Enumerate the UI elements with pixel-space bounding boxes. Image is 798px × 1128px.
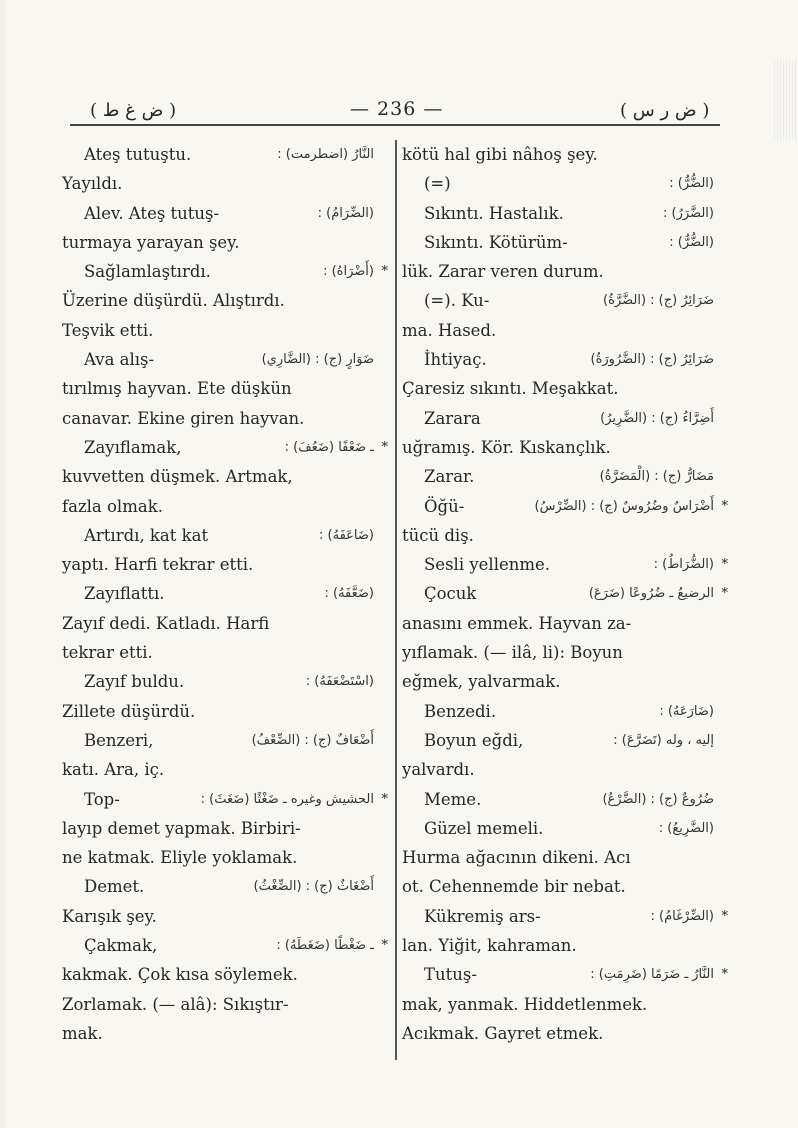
entry-text: Meme. xyxy=(424,789,482,809)
arabic-headword: (الْمَضَرَّةُ) : (ج) مَضَارُّ xyxy=(599,469,714,485)
entry-text: Ava alış- xyxy=(84,350,155,370)
arabic-headword: (الضَّرْعُ) : (ج) ضُرُوعٌ xyxy=(602,791,714,807)
entry-line xyxy=(62,872,374,901)
entry-line xyxy=(402,726,714,755)
entry-text: Çakmak, xyxy=(84,936,158,956)
entry-line xyxy=(62,404,374,433)
entry-line xyxy=(402,140,714,169)
arabic-headword: : (الضِّرْغَامُ) xyxy=(650,908,714,924)
arabic-headword: (ضَرَعَ) الرضيعُ ـ ضُرُوعًا xyxy=(588,586,714,602)
arabic-headword: : (ضَرِمَتِ) النَّارُ ـ ضَرَمًا xyxy=(590,967,714,983)
entry-line xyxy=(402,404,714,433)
entry-line xyxy=(62,814,374,843)
entry-text: Benzeri, xyxy=(84,730,154,750)
entry-line xyxy=(62,1019,374,1048)
root-marker: * xyxy=(721,908,728,924)
entry-line xyxy=(62,931,388,960)
arabic-headword: (الضَّارِي) : (ج) ضَوَارٍ xyxy=(261,352,374,368)
entry-line xyxy=(62,374,374,403)
entry-text: Benzedi. xyxy=(424,701,497,721)
entry-line xyxy=(402,843,714,872)
entry-line xyxy=(402,931,714,960)
header-right-root: ( ض ر س ) xyxy=(620,100,710,121)
entry-text: lük. Zarar veren durum. xyxy=(402,262,604,282)
entry-line xyxy=(62,257,388,286)
entry-line xyxy=(62,286,374,315)
entry-line xyxy=(402,697,714,726)
entry-text: canavar. Ekine giren hayvan. xyxy=(62,408,305,428)
entry-text: Kükremiş ars- xyxy=(424,906,541,926)
entry-line xyxy=(402,1019,714,1048)
entry-text: Zarara xyxy=(424,408,481,428)
page-number: — 236 — xyxy=(350,98,444,120)
entry-text: anasını emmek. Hayvan za- xyxy=(402,613,632,633)
entry-text: Alev. Ateş tutuş- xyxy=(84,203,220,223)
entry-text: mak, yanmak. Hiddetlenmek. xyxy=(402,994,648,1014)
entry-line xyxy=(62,667,374,696)
entry-line xyxy=(62,609,374,638)
entry-line xyxy=(402,169,714,198)
entry-text: Zayıflattı. xyxy=(84,584,165,604)
arabic-headword: : (الضُّرَاطُ) xyxy=(653,557,714,573)
entry-text: ot. Cehennemde bir nebat. xyxy=(402,877,626,897)
entry-text: Top- xyxy=(84,789,120,809)
entry-line xyxy=(62,433,388,462)
entry-line xyxy=(62,550,374,579)
arabic-headword: : (ضَغَثَ) الحشيش وغيره ـ ضَغْثًا xyxy=(200,791,374,807)
entry-line xyxy=(62,140,374,169)
entry-text: Çaresiz sıkıntı. Meşakkat. xyxy=(402,379,619,399)
entry-line xyxy=(402,872,714,901)
entry-line xyxy=(402,433,714,462)
entry-line xyxy=(62,579,374,608)
entry-line xyxy=(402,609,714,638)
entry-line xyxy=(402,579,728,608)
entry-line xyxy=(62,990,374,1019)
root-marker: * xyxy=(721,557,728,573)
entry-line xyxy=(62,726,374,755)
arabic-headword: : (ضَغَطَهُ) ـ ضَغْطًا xyxy=(276,938,374,954)
column-divider xyxy=(395,140,397,1060)
entry-text: katı. Ara, iç. xyxy=(62,760,165,780)
entry-text: turmaya yarayan şey. xyxy=(62,232,240,252)
arabic-headword: (الضِّعْفُ) : (ج) أَضْعَافٌ xyxy=(251,732,374,748)
arabic-headword: : (الضَّرَرُ) xyxy=(663,205,714,221)
entry-text: Zarar. xyxy=(424,467,475,487)
entry-text: layıp demet yapmak. Birbiri- xyxy=(62,818,301,838)
entry-text: uğramış. Kör. Kıskançlık. xyxy=(402,437,611,457)
entry-line xyxy=(402,374,714,403)
root-marker: * xyxy=(721,967,728,983)
entry-line xyxy=(402,960,728,989)
entry-text: Zayıflamak, xyxy=(84,437,182,457)
entry-text: tücü diş. xyxy=(402,525,474,545)
entry-text: tekrar etti. xyxy=(62,643,153,663)
entry-text: Tutuş- xyxy=(424,965,477,985)
entry-text: kötü hal gibi nâhoş şey. xyxy=(402,145,598,164)
root-marker: * xyxy=(721,498,728,514)
entry-line xyxy=(402,228,714,257)
entry-text: Karışık şey. xyxy=(62,906,157,926)
header-left-root: ( ض غ ط ) xyxy=(90,100,177,121)
entry-line xyxy=(402,902,728,931)
scan-artifact-right xyxy=(774,60,798,140)
entry-text: ne katmak. Eliyle yoklamak. xyxy=(62,848,298,868)
entry-text: Acıkmak. Gayret etmek. xyxy=(402,1023,604,1043)
arabic-headword: : (الضَّرِيعُ) xyxy=(658,820,714,836)
arabic-headword: : (أَضْرَاهُ) xyxy=(323,264,374,280)
scan-shadow-left xyxy=(0,0,6,1128)
entry-line xyxy=(62,960,374,989)
entry-line xyxy=(402,638,714,667)
entry-line xyxy=(402,990,714,1019)
entry-text: Sıkıntı. Kötürüm- xyxy=(424,232,568,252)
entry-text: yıflamak. (— ilâ, li): Boyun xyxy=(402,643,623,663)
entry-text: Zayıf dedi. Katladı. Harfi xyxy=(62,613,270,633)
entry-text: yaptı. Harfi tekrar etti. xyxy=(62,555,254,575)
entry-text: Demet. xyxy=(84,877,145,897)
left-column xyxy=(62,140,388,1048)
entry-text: yalvardı. xyxy=(402,760,475,780)
entry-text: Sıkıntı. Hastalık. xyxy=(424,203,564,223)
root-marker: * xyxy=(381,791,388,807)
arabic-headword: : (ضَاعَفَهُ) xyxy=(319,527,374,543)
entry-line xyxy=(402,462,714,491)
root-marker: * xyxy=(381,439,388,455)
entry-text: Boyun eğdi, xyxy=(424,730,524,750)
entry-text: Artırdı, kat kat xyxy=(84,525,209,545)
entry-line xyxy=(62,169,374,198)
entry-line xyxy=(402,257,714,286)
arabic-headword: : (اضطرمت) النَّارُ xyxy=(277,147,374,162)
entry-text: ma. Hased. xyxy=(402,320,497,340)
entry-line xyxy=(62,199,374,228)
entry-text: (=) xyxy=(424,174,451,194)
entry-text: Sesli yellenme. xyxy=(424,555,551,575)
entry-text: Zayıf buldu. xyxy=(84,672,185,692)
root-marker: * xyxy=(381,938,388,954)
entry-line xyxy=(62,492,374,521)
entry-text: Yayıldı. xyxy=(62,174,123,194)
entry-text: mak. xyxy=(62,1023,103,1043)
entry-line xyxy=(62,316,374,345)
header-rule xyxy=(70,124,720,126)
entry-line xyxy=(402,550,728,579)
entry-line xyxy=(62,902,374,931)
entry-line xyxy=(62,785,388,814)
entry-text: Sağlamlaştırdı. xyxy=(84,262,211,282)
entry-line xyxy=(402,199,714,228)
entry-text: Zorlamak. (— alâ): Sıkıştır- xyxy=(62,994,289,1014)
entry-text: tırılmış hayvan. Ete düşkün xyxy=(62,379,292,399)
entry-line xyxy=(62,345,374,374)
entry-line xyxy=(402,345,714,374)
arabic-headword: : (الضِّرَامُ) xyxy=(317,205,374,221)
entry-line xyxy=(402,667,714,696)
entry-line xyxy=(402,785,714,814)
arabic-headword: (الضِّغْثُ) : (ج) أَضْغَاثٌ xyxy=(253,879,374,895)
arabic-headword: : (تَضَرَّعَ) إليه ، وله xyxy=(613,732,714,748)
right-column xyxy=(402,140,728,1048)
arabic-headword: (الضَّرِيرُ) : (ج) أَضِرَّاءُ xyxy=(600,410,714,426)
entry-line xyxy=(402,316,714,345)
entry-text: Çocuk xyxy=(424,584,477,604)
entry-text: Öğü- xyxy=(424,496,465,516)
entry-line xyxy=(402,814,714,843)
entry-text: lan. Yiğit, kahraman. xyxy=(402,936,577,956)
arabic-headword: (الضِّرْسُ) : (ج) أَضْرَاسٌ وضُرُوسٌ xyxy=(534,498,714,514)
arabic-headword: : (ضَعَّفَهُ) xyxy=(324,586,374,602)
arabic-headword: : (ضَعُفَ) ـ ضَعْفًا xyxy=(284,439,374,455)
entry-line xyxy=(402,521,714,550)
entry-line xyxy=(62,755,374,784)
entry-text: Üzerine düşürdü. Alıştırdı. xyxy=(62,291,285,311)
entry-text: kakmak. Çok kısa söylemek. xyxy=(62,965,298,985)
entry-text: eğmek, yalvarmak. xyxy=(402,672,561,692)
arabic-headword: (الضَّرُورَةُ) : (ج) ضَرَائِرُ xyxy=(590,352,714,368)
entry-line xyxy=(402,755,714,784)
entry-line xyxy=(62,697,374,726)
entry-text: Hurma ağacının dikeni. Acı xyxy=(402,848,631,868)
entry-text: fazla olmak. xyxy=(62,496,163,516)
arabic-headword: : (ضَارَعَهُ) xyxy=(659,703,714,719)
entry-text: Teşvik etti. xyxy=(62,320,154,340)
entry-line xyxy=(62,228,374,257)
arabic-headword: : (اسْتَضْعَفَهُ) xyxy=(305,674,374,690)
arabic-headword: (الضَّرَّةُ) : (ج) ضَرَائِرُ xyxy=(603,293,714,309)
entry-line xyxy=(402,492,728,521)
entry-text: İhtiyaç. xyxy=(424,350,487,370)
root-marker: * xyxy=(721,586,728,602)
root-marker: * xyxy=(381,264,388,280)
entry-line xyxy=(62,843,374,872)
entry-line xyxy=(402,286,714,315)
arabic-headword: : (الضُّرُّ) xyxy=(669,176,714,192)
entry-text: Zillete düşürdü. xyxy=(62,701,196,721)
entry-text: (=). Ku- xyxy=(424,291,490,311)
entry-line xyxy=(62,638,374,667)
entry-line xyxy=(62,521,374,550)
entry-text: Güzel memeli. xyxy=(424,818,544,838)
arabic-headword: : (الضُّرُّ) xyxy=(669,234,714,250)
entry-line xyxy=(62,462,374,491)
entry-text: Ateş tutuştu. xyxy=(84,145,192,164)
entry-text: kuvvetten düşmek. Artmak, xyxy=(62,467,293,487)
